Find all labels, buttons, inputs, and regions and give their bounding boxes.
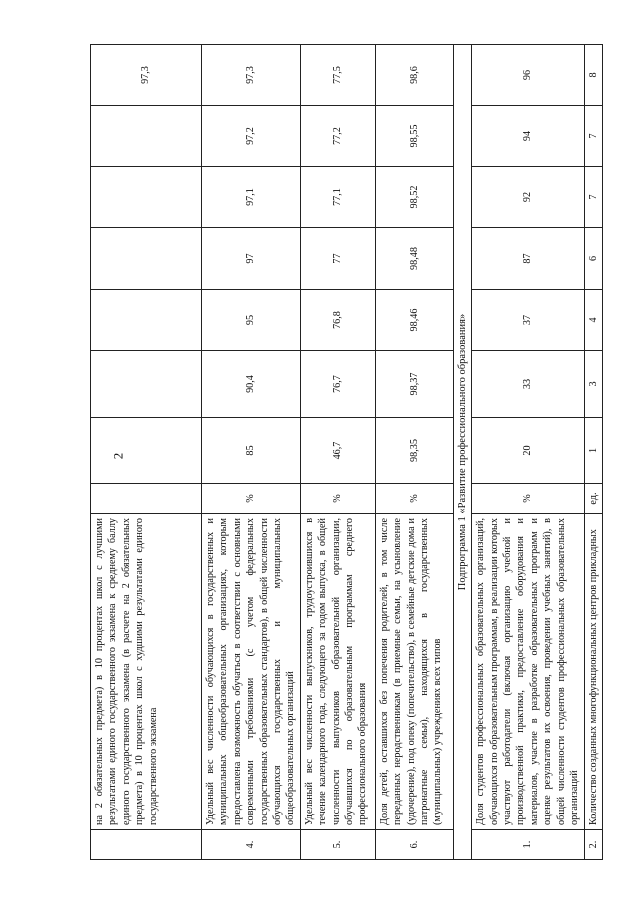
value-cell: 97: [202, 228, 301, 290]
subprogram-title: Подпрограмма 1 «Развитие профессионального образования»: [453, 45, 471, 860]
unit-cell: %: [300, 484, 375, 514]
row-number: 2.: [584, 830, 602, 860]
value-cell: 76,8: [300, 290, 375, 351]
value-cell: [91, 418, 202, 484]
table-row: [375, 45, 453, 860]
row-number: 4.: [202, 830, 301, 860]
value-cell: 46,7: [300, 418, 375, 484]
value-cell: 98,46: [375, 290, 453, 351]
row-number: [91, 830, 202, 860]
table-row: [584, 45, 602, 860]
value-cell: 97,3: [91, 45, 202, 106]
value-cell: 33: [472, 351, 584, 418]
unit-cell: %: [202, 484, 301, 514]
value-cell: 96: [472, 45, 584, 106]
value-cell: [91, 106, 202, 167]
value-cell: 77: [300, 228, 375, 290]
value-cell: 95: [202, 290, 301, 351]
value-cell: 85: [202, 418, 301, 484]
unit-cell: [91, 484, 202, 514]
value-cell: 37: [472, 290, 584, 351]
table-row: [202, 45, 301, 860]
row-number: 1.: [472, 830, 584, 860]
value-cell: 4: [584, 290, 602, 351]
value-cell: 90,4: [202, 351, 301, 418]
value-cell: 8: [584, 45, 602, 106]
value-cell: 77,1: [300, 167, 375, 228]
value-cell: 98,48: [375, 228, 453, 290]
value-cell: [91, 167, 202, 228]
table-row: [472, 45, 584, 860]
table-row: [91, 45, 202, 860]
unit-cell: ед.: [584, 484, 602, 514]
value-cell: 97,1: [202, 167, 301, 228]
value-cell: 94: [472, 106, 584, 167]
document-page: [90, 45, 599, 860]
value-cell: [91, 351, 202, 418]
indicator-text: Доля студентов профессиональных образовательных организаций, обучающихся по образовательным программам, в реализации которых участвуют работодатели (включая организацию учебной и производственной практики, предоставление оборудования и материалов, участие в разработке образовательных программ и оценке результатов их освоения, проведении учебных занятий), в общей численности студентов профессиональных образовательных организаций: [472, 514, 584, 830]
table-row: [300, 45, 375, 860]
indicator-text: Удельный вес численности обучающихся в государственных и муниципальных общеобразовательных организациях, которым предоставлена возможность обучаться в соответствии с основными современными требованиями (с учетом федеральных государственных образовательных стандартов), в общей численности обучающихся государственных и муниципальных общеобразовательных организаций: [202, 514, 301, 830]
subprogram-row: [453, 45, 471, 860]
page-number: 2: [110, 452, 126, 460]
value-cell: 97,2: [202, 106, 301, 167]
row-number: 6.: [375, 830, 453, 860]
value-cell: 98,55: [375, 106, 453, 167]
value-cell: 76,7: [300, 351, 375, 418]
value-cell: 77,2: [300, 106, 375, 167]
value-cell: [91, 290, 202, 351]
indicator-text: Удельный вес численности выпускников, трудоустроившихся в течение календарного года, следующего за годом выпуска, в общей численности выпускников образовательной организации, обучавшихся по образовательным программам среднего профессионального образования: [300, 514, 375, 830]
row-number: 5.: [300, 830, 375, 860]
value-cell: 92: [472, 167, 584, 228]
value-cell: 98,6: [375, 45, 453, 106]
value-cell: 3: [584, 351, 602, 418]
value-cell: 1: [584, 418, 602, 484]
indicator-text: Доля детей, оставшихся без попечения родителей, в том числе переданных неродственникам (в приемные семьи, на усыновление (удочерение), под опеку (попечительство), в семейные детские дома и патронатные семьи), находящихся в государственных (муниципальных) учреждениях всех типов: [375, 514, 453, 830]
indicators-table: [90, 44, 603, 860]
indicator-text: Количество созданных многофункциональных центров прикладных: [584, 514, 602, 830]
value-cell: 98,52: [375, 167, 453, 228]
value-cell: 77,5: [300, 45, 375, 106]
value-cell: 6: [584, 228, 602, 290]
value-cell: 98,37: [375, 351, 453, 418]
unit-cell: %: [375, 484, 453, 514]
value-cell: 7: [584, 106, 602, 167]
value-cell: 98,35: [375, 418, 453, 484]
unit-cell: %: [472, 484, 584, 514]
value-cell: 20: [472, 418, 584, 484]
value-cell: [91, 228, 202, 290]
indicator-text: на 2 обязательных предмета) в 10 процентах школ с лучшими результатами единого государственного экзамена к среднему баллу единого государственного экзамена (в расчете на 2 обязательных предмета) в 10 процентах школ с худшими результатами единого государственного экзамена: [91, 514, 202, 830]
value-cell: 7: [584, 167, 602, 228]
value-cell: 97,3: [202, 45, 301, 106]
value-cell: 87: [472, 228, 584, 290]
